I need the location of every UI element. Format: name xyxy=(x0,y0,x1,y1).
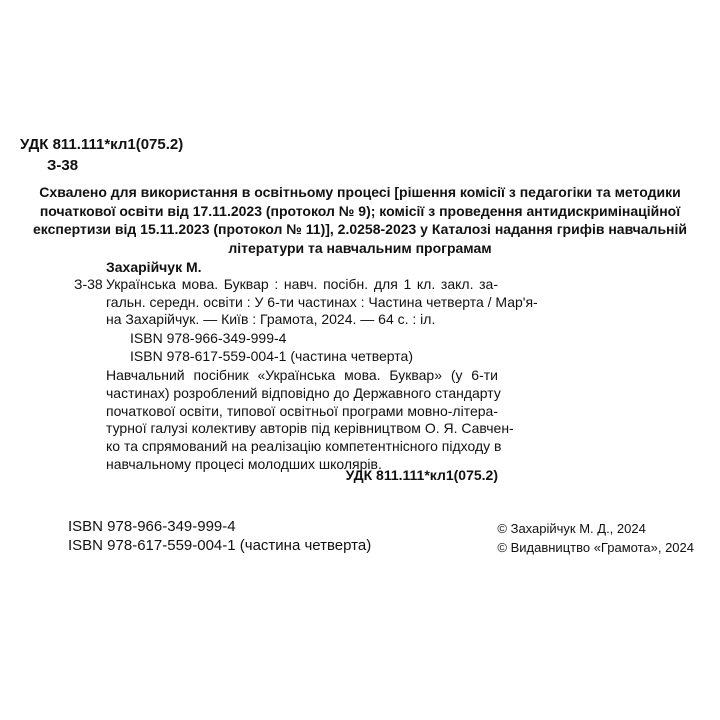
isbn-line: ISBN 978-966-349-999-4 xyxy=(68,518,236,535)
isbn-outer-block xyxy=(68,518,371,555)
author-code-side: З-38 xyxy=(74,276,103,292)
approval-line: початкової освіти від 17.11.2023 (протокол № 9); комісії з проведення антидискримінаційної xyxy=(39,202,681,219)
bib-line: на Захарійчук. — Київ : Грамота, 2024. — 64 с. : іл. xyxy=(106,311,436,327)
udk-code-top: УДК 811.111*кл1(075.2) xyxy=(20,136,184,153)
approval-line: експертизи від 15.11.2023 (протокол № 11)], 2.0258-2023 у Каталозі надання грифів навчальній xyxy=(32,221,688,237)
isbn-line: ISBN 978-966-349-999-4 xyxy=(130,330,287,346)
annotation-line: навчальному процесі молодших школярів. xyxy=(106,455,382,472)
author-code-top: З-38 xyxy=(47,157,79,174)
copyright-block xyxy=(497,520,694,557)
approval-line: Схвалено для використання в освітньому процесі [рішення комісії з педагогіки та методики xyxy=(39,184,681,200)
copyright-line: © Видавництво «Грамота», 2024 xyxy=(497,539,694,555)
approval-line: літератури та навчальним програмам xyxy=(228,239,492,256)
annotation-line: частинах) розроблений відповідно до Державного стандарту xyxy=(106,384,501,401)
author-heading: Захарійчук М. xyxy=(106,259,202,275)
isbn-line: ISBN 978-617-559-004-1 (частина четверта) xyxy=(68,536,372,554)
isbn-line: ISBN 978-617-559-004-1 (частина четверта) xyxy=(130,348,413,364)
udk-code-bottom: УДК 811.111*кл1(075.2) xyxy=(345,467,498,483)
annotation-line: ко та спрямований на реалізацію компетентнісного підходу в xyxy=(106,438,502,455)
isbn-inner-block xyxy=(130,329,413,365)
copyright-line: © Захарійчук М. Д., 2024 xyxy=(497,521,646,536)
annotation-line: Навчальний посібник «Українська мова. Буквар» (у 6-ти xyxy=(106,367,498,383)
bibliographic-description xyxy=(106,276,538,329)
approval-statement xyxy=(30,183,690,257)
bib-line: Українська мова. Буквар : навч. посібн. для 1 кл. закл. за- xyxy=(106,276,498,292)
annotation-line: початкової освіти, типової освітньої програми мовно-літера- xyxy=(106,402,498,419)
annotation-line: турної галузі колективу авторів під керівництвом О. Я. Савчен- xyxy=(106,420,514,437)
annotation xyxy=(106,367,514,474)
bib-line: гальн. середн. освіти : У 6-ти частинах : Частина четверта / Мар'я- xyxy=(106,293,538,310)
